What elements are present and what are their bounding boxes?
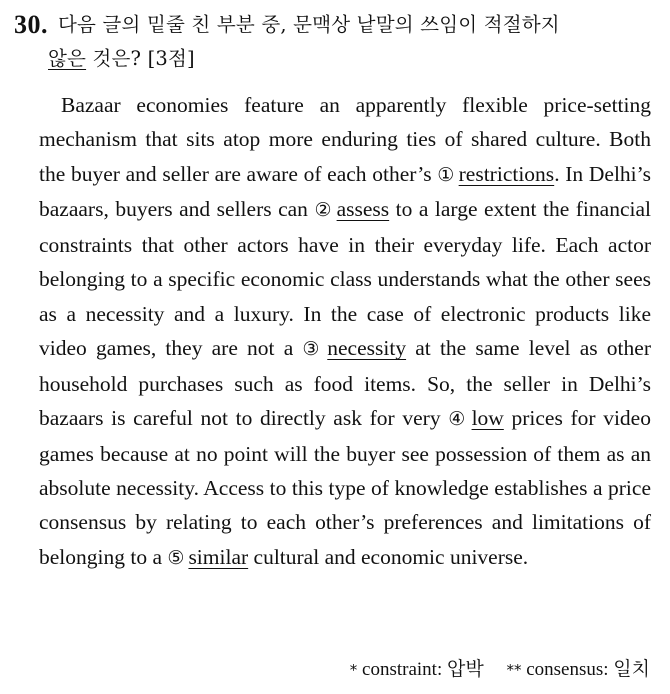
option-5-number: ⑤	[167, 546, 185, 569]
option-4-number: ④	[448, 408, 468, 431]
prompt-line-2	[48, 42, 560, 76]
option-3	[302, 336, 406, 360]
footnote-term: consensus:	[526, 659, 609, 680]
prompt-line-1: 다음 글의 밑줄 친 부분 중, 문맥상 낱말의 쓰임이 적절하지	[58, 13, 560, 36]
prompt-underlined-word: 않은	[48, 47, 87, 70]
footnote-gloss: 압박	[446, 658, 484, 680]
passage-text: prices for video games because at no point will the buyer see possession of them as an absolute necessity. Access to this type of knowledge establishes a price consensus by relating to each other’s preferences and limitations of belonging to a	[39, 406, 651, 569]
question-prompt	[48, 8, 560, 76]
footnote-gloss: 일치	[613, 658, 650, 680]
option-2-word: assess	[336, 197, 390, 222]
passage	[39, 88, 651, 575]
question-header	[14, 8, 654, 76]
option-4	[448, 406, 504, 430]
passage-text: cultural and economic universe.	[248, 544, 529, 569]
option-4-word: low	[471, 406, 504, 431]
footnotes	[332, 654, 650, 685]
footnote-consensus	[506, 659, 650, 680]
option-2-number: ②	[314, 199, 333, 222]
option-5	[167, 545, 248, 569]
passage-text: . In Delhi’s bazaars, buyers and sellers can	[39, 161, 651, 222]
passage-text: to a large extent the financial constraints that other actors have in their everyday life. Each actor belonging to a specific economic class understands what the other sees as a necessity and a luxury. In the case of electronic products like video games, they are not a	[39, 197, 651, 361]
passage-text: at the same level as other household purchases such as food items. So, the seller in Delhi’s bazaars is careful not to directly ask for very	[39, 336, 651, 431]
option-3-word: necessity	[327, 336, 407, 361]
option-2	[314, 197, 389, 221]
option-3-number: ③	[302, 338, 324, 361]
prompt-rest: 것은? [3점]	[86, 47, 195, 70]
question-block	[14, 8, 654, 76]
footnote-term: constraint:	[362, 659, 443, 680]
footnote-marker: **	[506, 661, 522, 679]
option-1-word: restrictions	[458, 161, 555, 186]
footnote-constraint	[350, 659, 489, 680]
option-1	[437, 162, 554, 186]
passage-text: Bazaar economies feature an apparently flexible price-setting mechanism that sits atop more enduring ties of shared culture. Both the buyer and seller are aware of each other’s	[39, 93, 651, 186]
question-number: 30.	[14, 10, 48, 39]
footnote-marker: *	[349, 661, 358, 679]
option-5-word: similar	[188, 544, 249, 569]
option-1-number: ①	[437, 163, 455, 186]
